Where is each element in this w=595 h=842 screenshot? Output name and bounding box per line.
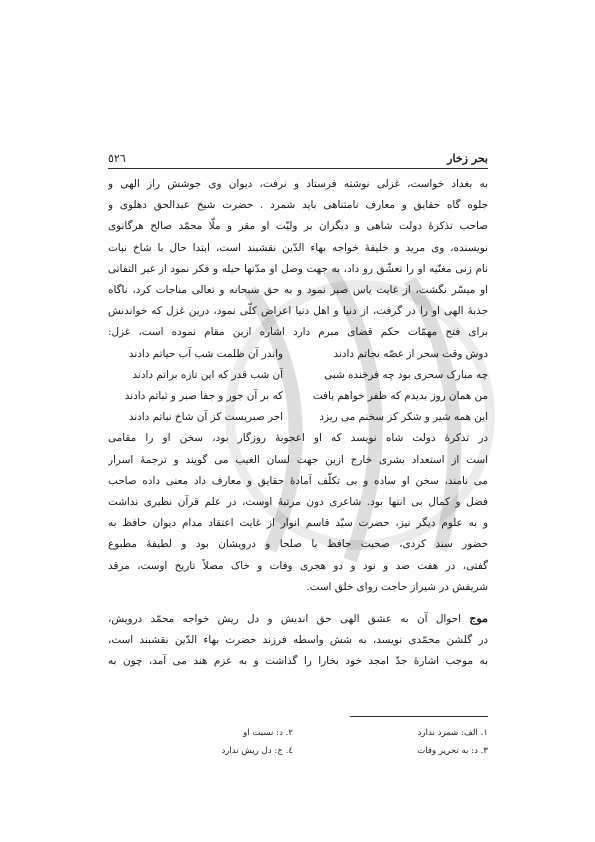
verse-hemistich: دوش وقت سحر از غصّه نجاتم دادند — [333, 347, 488, 360]
section-heading-line — [108, 608, 488, 630]
footnote: ٤. ج: دل ریش ندارد — [221, 746, 293, 756]
text-line: است از استعداد بشری خارج ازین جهت لسان الغیب می گویند و ترجمۀ اسرار — [108, 453, 488, 466]
text-line: جلوه گاه حقایق و معارف نامتناهی باید شمرد . حضرت شیخ عبدالحق دهلوی و — [108, 199, 488, 212]
text-line: گفتی، در هفت صد و نود و دو هجری وفات و خاک مصلاً تاریخ اوست، مرقد — [108, 559, 488, 572]
section-heading-word: موج — [469, 612, 488, 625]
text-line: جذبۀ الهی او را در گرفت، از دنیا و اهل دنیا اعراض کلّی نمود، درین غزل که خواندنش — [108, 305, 488, 318]
verse-hemistich: اجر صبریست کز آن شاخ نباتم دادند — [128, 411, 283, 424]
text-line: حضور سند کردی، صحبت حافظ با صلحا و درویشان بود و لطیفۀ مطبوع — [108, 538, 488, 551]
section-moj — [108, 608, 488, 673]
verse-hemistich: این همه شیر و شکر کز سخنم می ریزد — [319, 411, 488, 424]
text-line: برای فتح مهمّات حکم قضای مبرم دارد اشاره ازین مقام نموده است، غزل: — [108, 326, 488, 339]
verse-couplet — [108, 365, 488, 386]
poem-verses — [108, 344, 488, 429]
text-line: می نامند، سخن او ساده و بی تکلّف آمادۀ حقایق و معارف داد معنی داده صاحب — [108, 474, 488, 487]
paragraph-2 — [108, 428, 488, 598]
paragraph-1 — [108, 174, 488, 344]
page-number: ٥٢٦ — [108, 152, 126, 165]
text-line: نویسنده، وی مرید و خلیفۀ خواجه بهاء الدّین نقشبند است، ابتدا حال با شاخ نبات — [108, 241, 488, 254]
text-line: نام زنی مغنّیه او را تعشّق رو داد، به جهت وصل او مدّتها حیله و فکر نمود از غیر التفاتی — [108, 262, 488, 275]
text-line: شریفش در شیراز حاجت روای خلق است. — [306, 580, 488, 593]
verse-couplet — [108, 407, 488, 428]
footnote-rule — [350, 716, 488, 717]
section-heading-text: احوال آن به عشق الهی حق اندیش و دل ریش خواجه محمّد درویش، — [108, 613, 461, 625]
header-rule — [108, 168, 488, 169]
running-title: بحر زخار — [447, 152, 488, 165]
footnotes — [108, 724, 488, 760]
footnote: ٢. د: نسبت او — [243, 728, 293, 738]
text-line: و به علوم دیگر نیز، حضرت سیّد قاسم انوار از غایت اعتقاد مدام دیوان حافظ به — [108, 517, 488, 530]
text-line: صاحب تذکرۀ دولت شاهی و دیگران بر ولیّت او مقر و ملّا محمّد صالح هرگانوی — [108, 220, 488, 233]
text-line: در گلشن محمّدی نویسد، به شش واسطه فرزند حضرت بهاء الدّین نقشبند است، — [108, 634, 488, 647]
footnote-row — [108, 724, 488, 742]
text-line: به موجب اشارۀ جدّ امجد خود بخارا را گذاشت و به عزم هند می آمد، چون به — [108, 655, 488, 668]
running-header — [108, 150, 488, 168]
verse-hemistich: آن شب قدر که این تازه براتم دادند — [132, 368, 283, 381]
text-line: فضل و کمال بی انتها بود. شاعری دون مرتبۀ اوست، در علم قرآن نظیری نداشت — [108, 495, 488, 508]
verse-couplet — [108, 344, 488, 365]
verse-hemistich: که بر آن جور و جفا صبر و ثباتم دادند — [124, 390, 283, 402]
text-line: به بغداد خواست، غزلی نوشته فرستاد و نرفت، دیوان وی جوشش راز الهی و — [108, 178, 488, 190]
footnote: ٣. د: به تحریر وفات — [417, 746, 488, 756]
verse-hemistich: واندر آن ظلمت شب آب حیاتم دادند — [128, 347, 283, 360]
verse-hemistich: من همان روز بدیدم که ظفر خواهم یافت — [313, 390, 488, 402]
text-line: در تذکرۀ دولت شاه نویسد که او اعجوبۀ روزگار بود، سخن او را مقامی — [108, 432, 488, 445]
verse-hemistich: چه مبارک سحری بود چه فرخنده شبی — [324, 368, 488, 381]
main-text — [108, 174, 488, 673]
footnote: ١. الف: شمرد ندارد — [417, 728, 488, 738]
text-line: او میسّر نگشت، از غایت یاس صبر نمود و به حق سبحانه و تعالی مناجات کرد، ناگاه — [108, 284, 488, 297]
verse-couplet — [108, 386, 488, 407]
footnote-row — [108, 742, 488, 760]
